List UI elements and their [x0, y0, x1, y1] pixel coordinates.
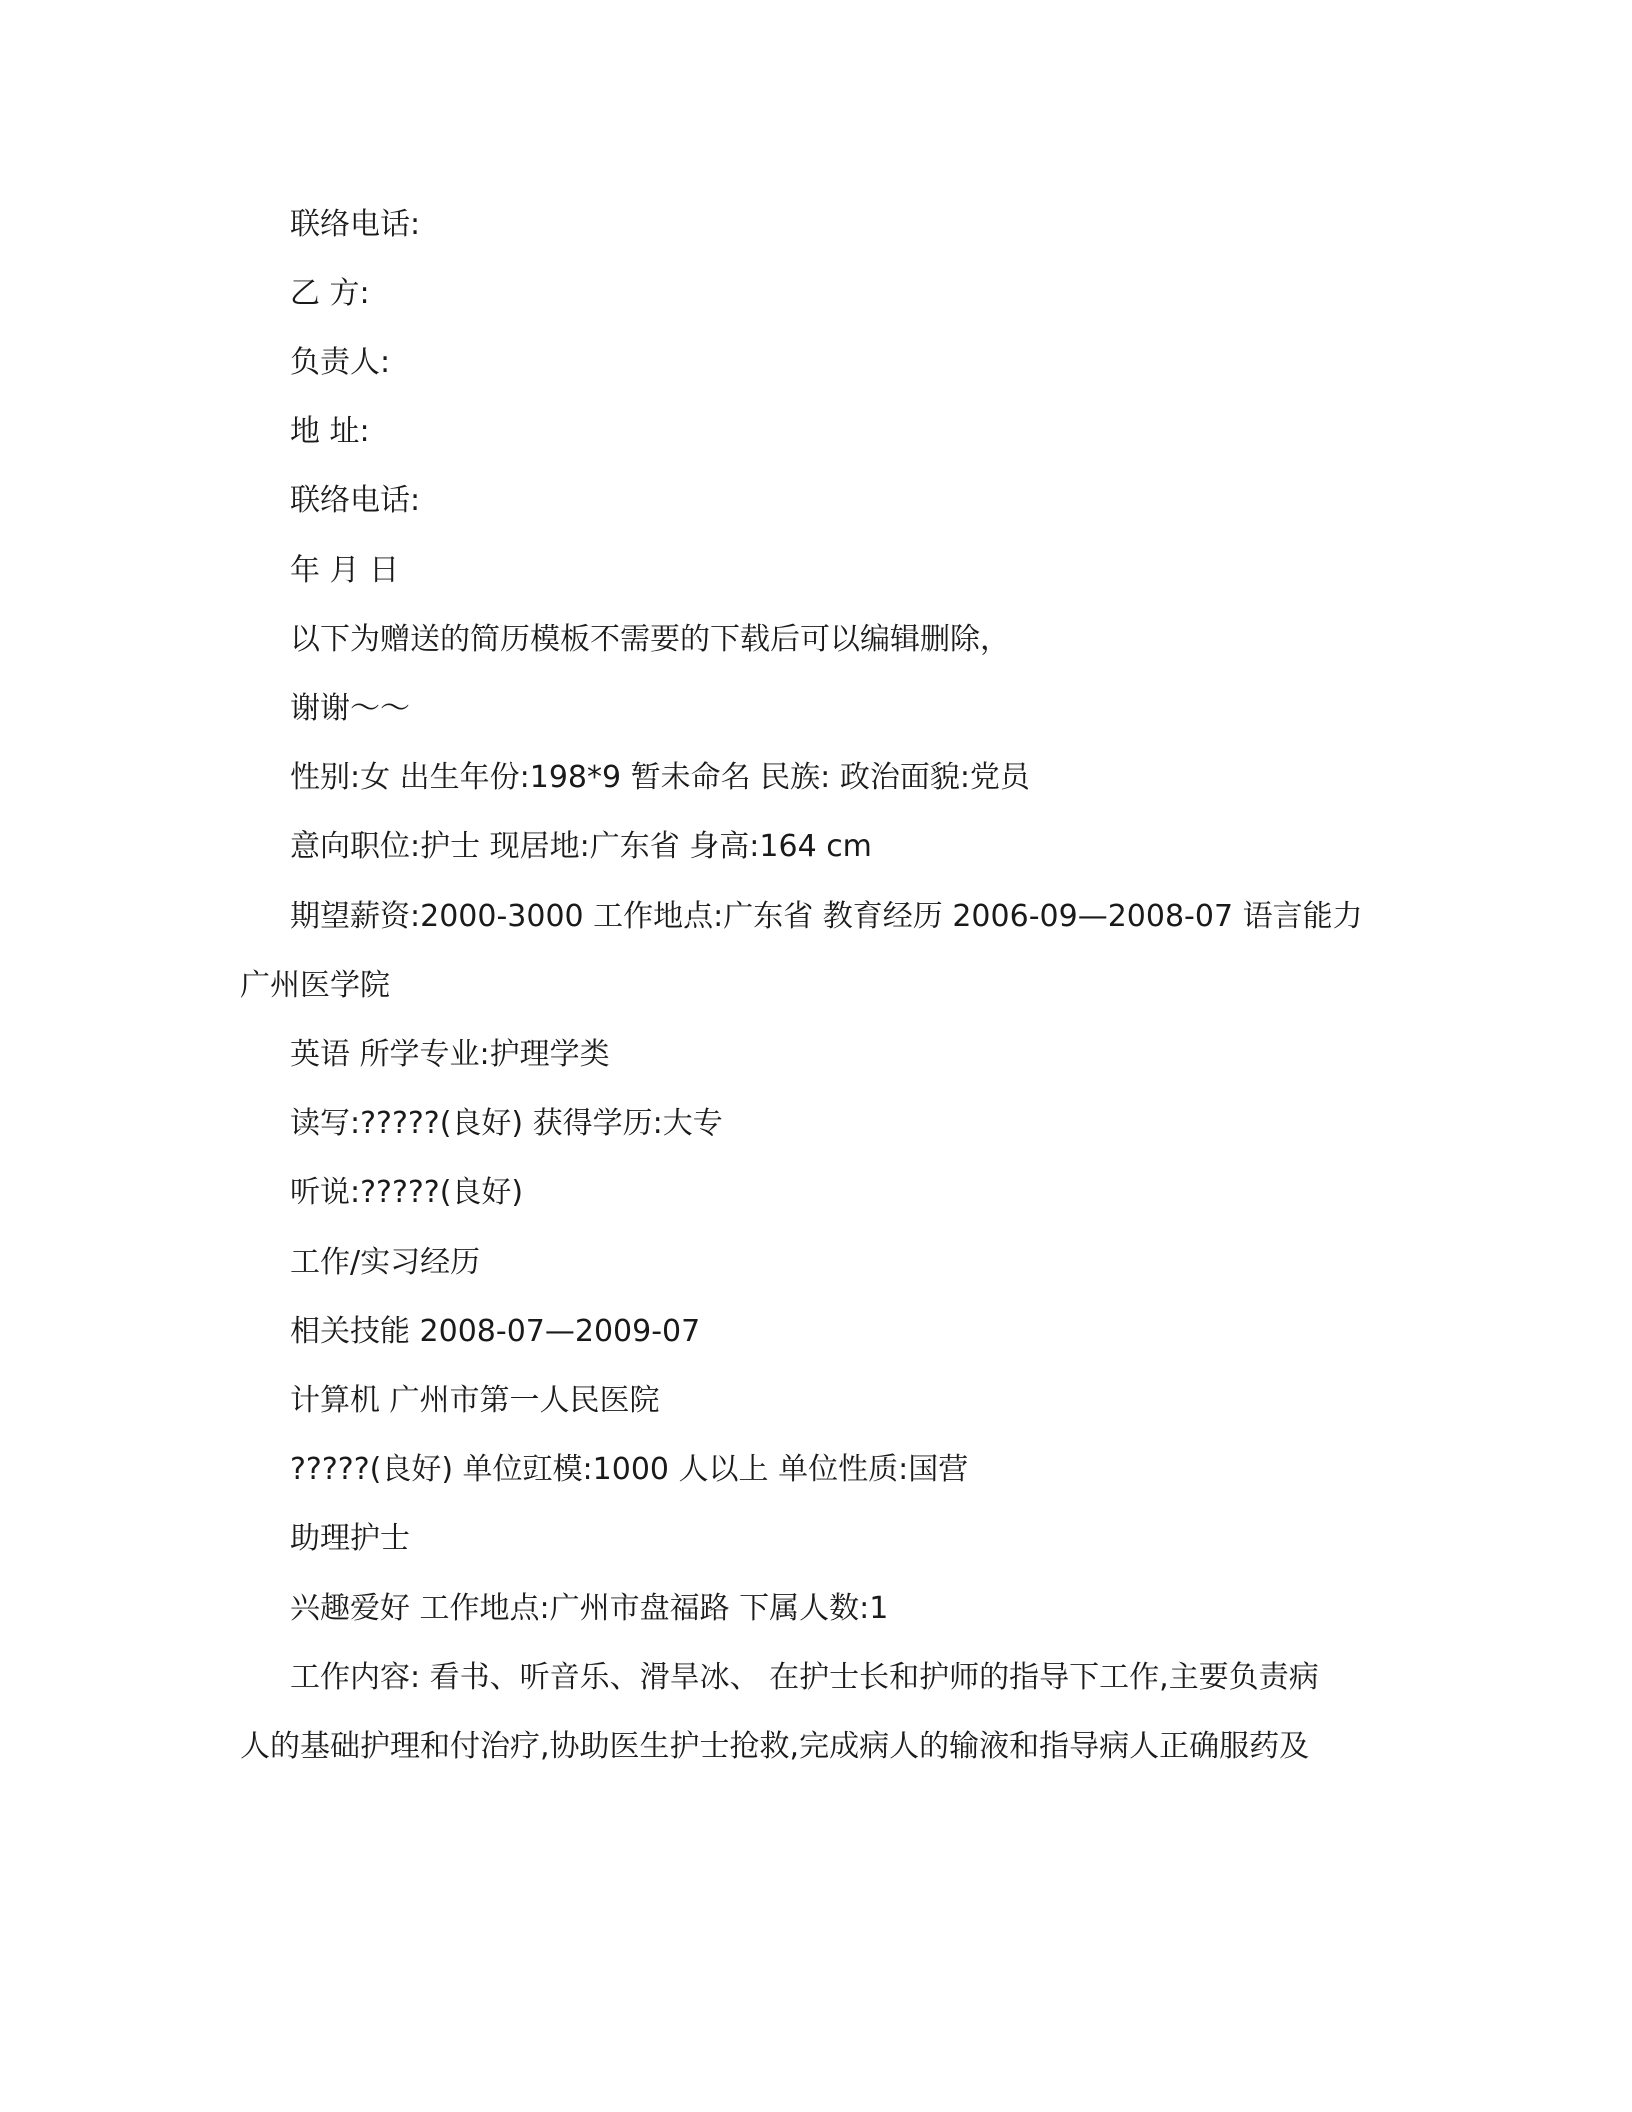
- text-line: 助理护士: [290, 1521, 410, 1556]
- text-line: 工作内容: 看书、听音乐、滑旱冰、 在护士长和护师的指导下工作,主要负责病: [290, 1660, 1319, 1695]
- text-line: 联络电话:: [290, 483, 421, 518]
- text-line: 人的基础护理和付治疗,协助医生护士抢救,完成病人的输液和指导病人正确服药及: [240, 1729, 1310, 1764]
- text-line: 意向职位:护士 现居地:广东省 身高:164 cm: [290, 829, 872, 864]
- text-line: 乙 方:: [290, 276, 370, 311]
- text-line: 读写:?????(良好) 获得学历:大专: [290, 1106, 723, 1141]
- text-line: 地 址:: [290, 414, 370, 449]
- text-line: 性别:女 出生年份:198*9 暂未命名 民族: 政治面貌:党员: [290, 760, 1030, 795]
- text-line: 兴趣爱好 工作地点:广州市盘福路 下属人数:1: [290, 1591, 889, 1626]
- text-line: 年 月 日: [290, 553, 400, 588]
- text-line: 计算机 广州市第一人民医院: [290, 1383, 660, 1418]
- text-line: 英语 所学专业:护理学类: [290, 1037, 610, 1072]
- text-line: 谢谢～～: [290, 691, 410, 726]
- text-line: 工作/实习经历: [290, 1245, 481, 1280]
- text-line: 负责人:: [290, 345, 391, 380]
- text-line: 以下为赠送的简历模板不需要的下载后可以编辑删除，: [290, 622, 1010, 657]
- text-line: ?????(良好) 单位豇模:1000 人以上 单位性质:国营: [290, 1452, 969, 1487]
- text-line: 广州医学院: [240, 968, 390, 1003]
- text-line: 联络电话:: [290, 207, 421, 242]
- text-line: 期望薪资:2000-3000 工作地点:广东省 教育经历 2006-09—2008-07 语言能力: [290, 899, 1363, 934]
- text-line: 相关技能 2008-07—2009-07: [290, 1314, 701, 1349]
- text-line: 听说:?????(良好): [290, 1175, 524, 1210]
